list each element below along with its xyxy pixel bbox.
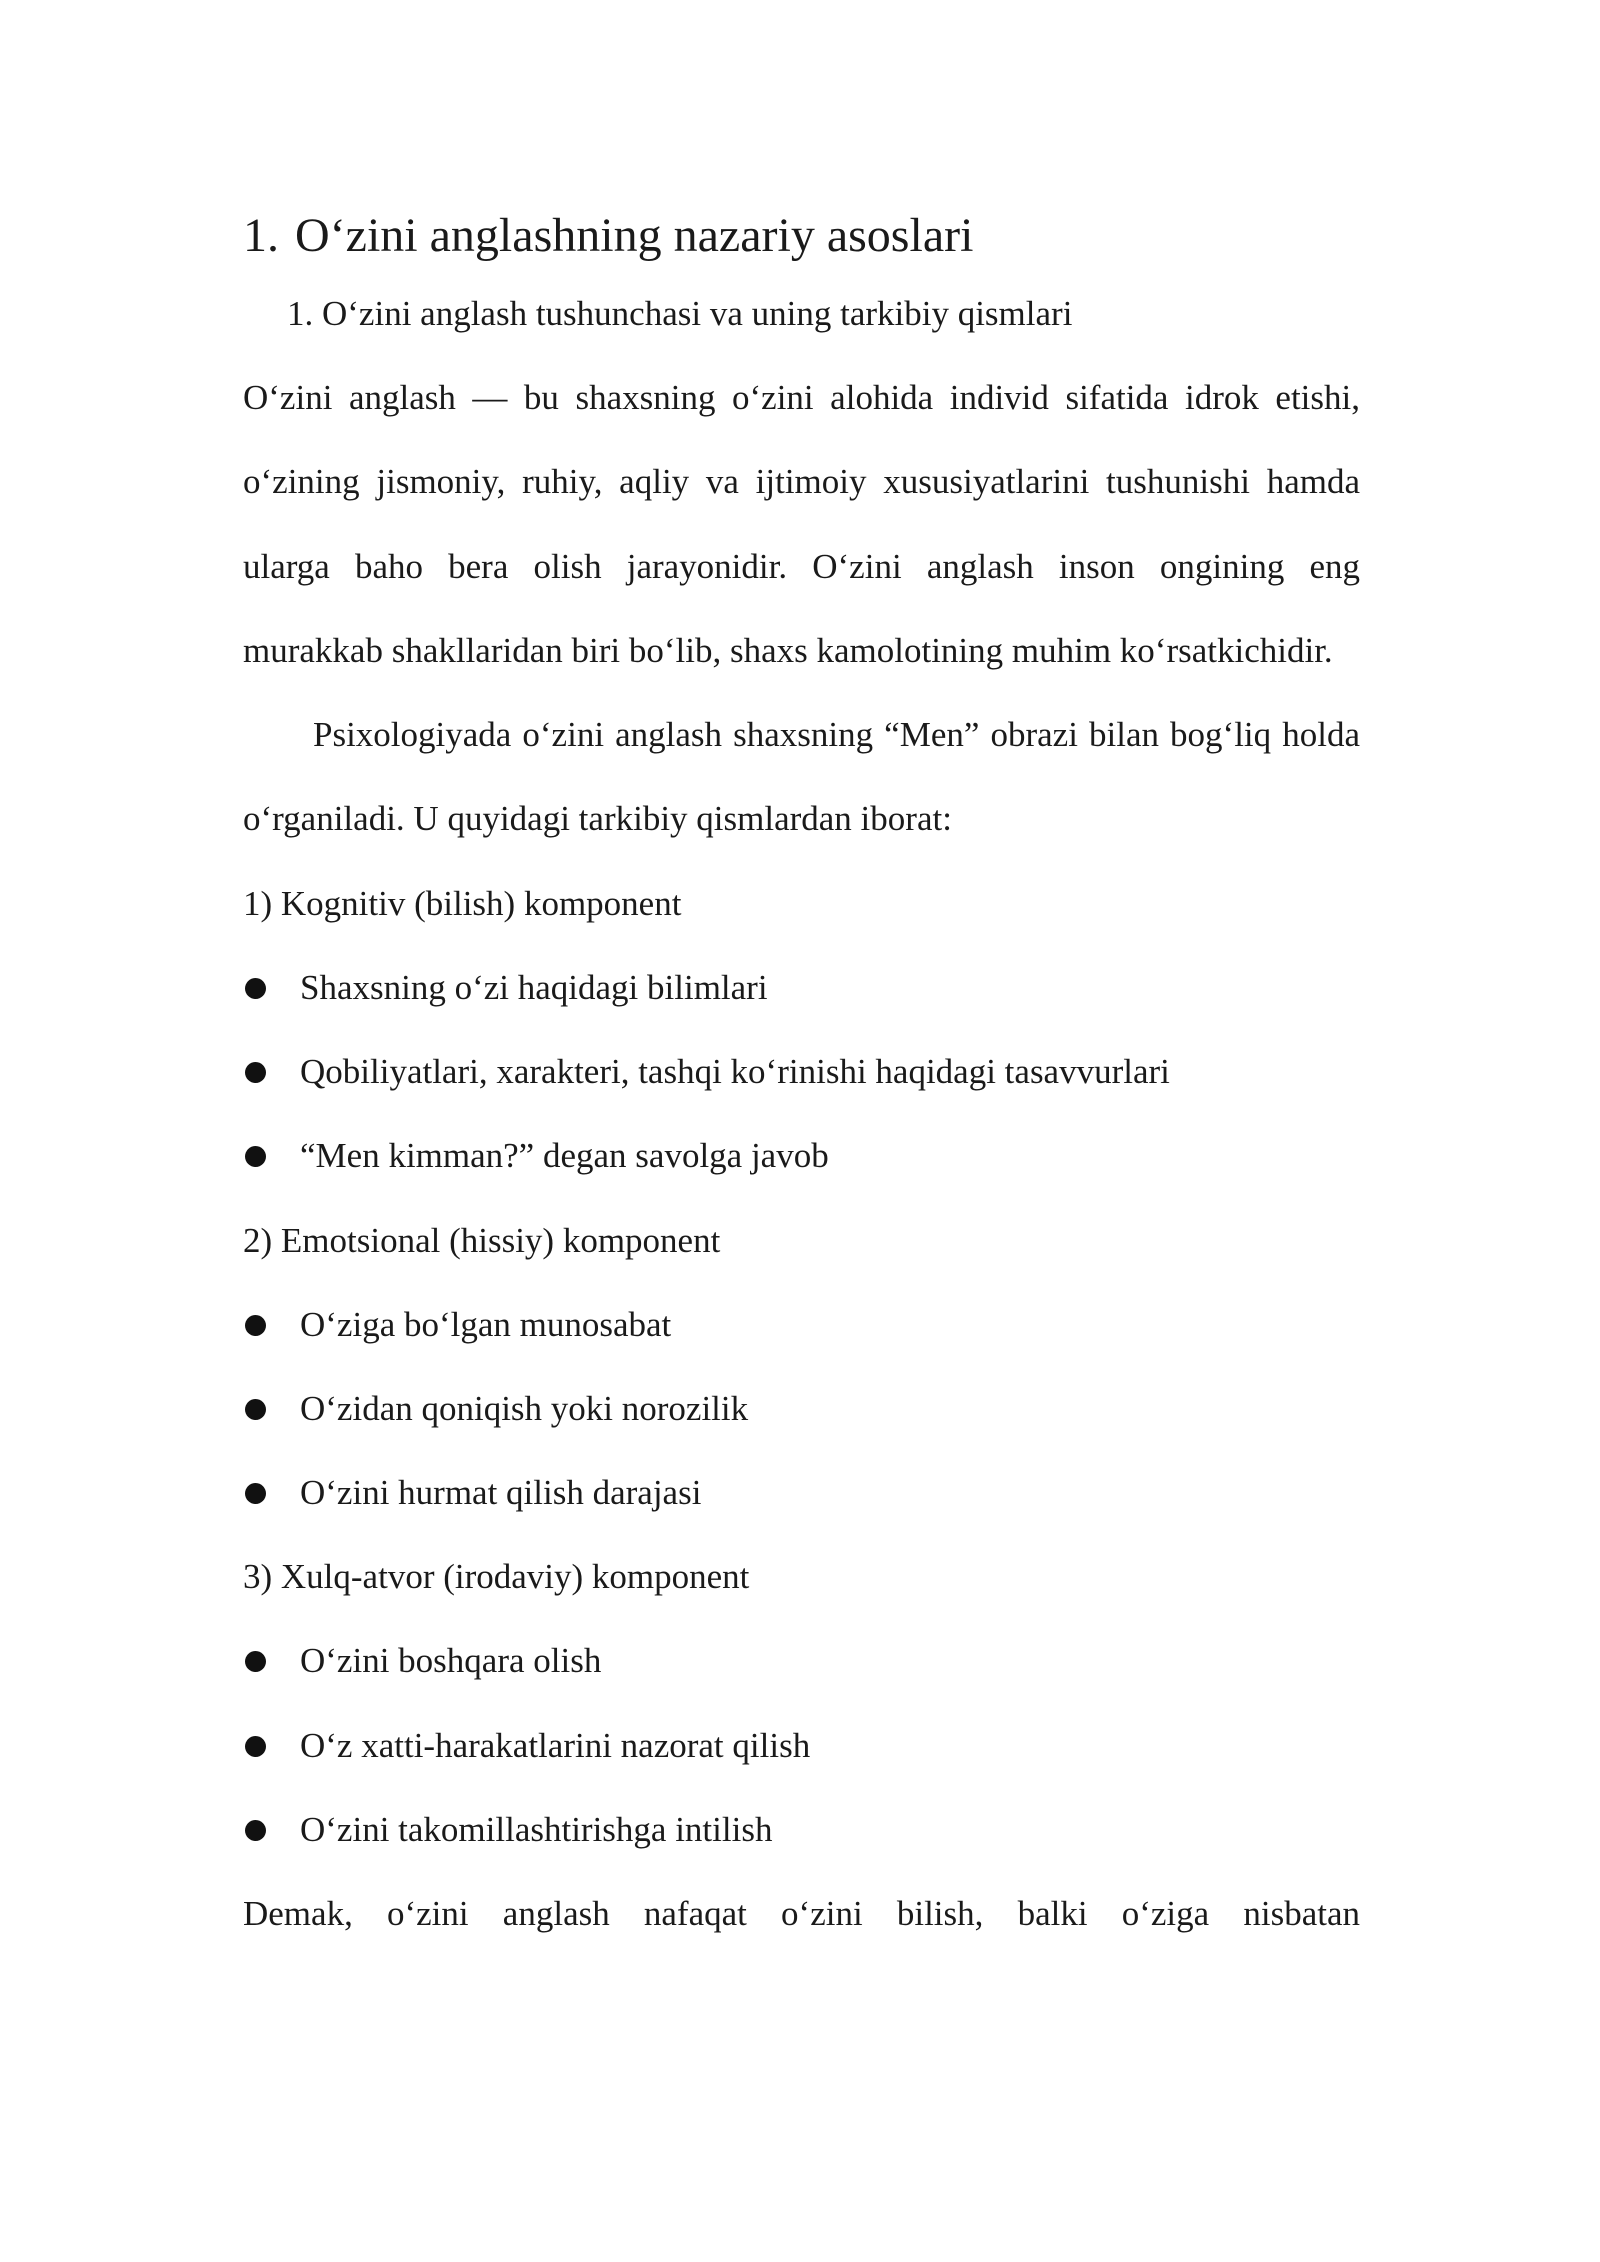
list-item-text: O‘z xatti-harakatlarini nazorat qilish <box>300 1725 811 1765</box>
document-body <box>243 200 1360 1956</box>
list-item <box>243 1788 1360 1872</box>
list-item <box>243 1030 1360 1114</box>
component-title: 1) Kognitiv (bilish) komponent <box>243 883 682 923</box>
list-item-text: Shaxsning o‘zi haqidagi bilimlari <box>300 967 768 1007</box>
section-number: 1. <box>243 209 279 262</box>
list-item-text: Qobiliyatlari, xarakteri, tashqi ko‘rinishi haqidagi tasavvurlari <box>300 1052 1170 1092</box>
components-intro-paragraph: Psixologiyada o‘zini anglash shaxsning “Men” obrazi bilan bog‘liq holda o‘rganiladi. U quyidagi tarkibiy qismlardan iborat: <box>243 715 1360 839</box>
list-item <box>243 1367 1360 1451</box>
component-title: 2) Emotsional (hissiy) komponent <box>243 1220 721 1260</box>
bullet-icon <box>245 1736 266 1757</box>
subsection-heading: 1. O‘zini anglash tushunchasi va uning tarkibiy qismlari <box>287 294 1073 333</box>
list-item <box>243 1619 1360 1703</box>
bullet-icon <box>245 1146 266 1167</box>
list-item <box>243 1283 1360 1367</box>
list-item <box>243 1451 1360 1535</box>
list-item-text: O‘zini boshqara olish <box>300 1641 602 1681</box>
component-title: 3) Xulq-atvor (irodaviy) komponent <box>243 1557 750 1597</box>
bullet-icon <box>245 1399 266 1420</box>
intro-paragraph: O‘zini anglash — bu shaxsning o‘zini alohida individ sifatida idrok etishi, o‘zining jismoniy, ruhiy, aqliy va ijtimoiy xususiyatlarini tushunishi hamda ularga baho bera olish jarayonidir. O‘zini anglash inson ongining eng murakkab shakllaridan biri bo‘lib, shaxs kamolotining muhim ko‘rsatkichidir. <box>243 378 1360 670</box>
list-item-text: O‘zini hurmat qilish darajasi <box>300 1473 702 1513</box>
list-item <box>243 946 1360 1030</box>
bullet-icon <box>245 1820 266 1841</box>
bullet-icon <box>245 1651 266 1672</box>
bullet-icon <box>245 978 266 999</box>
section-heading <box>243 200 1360 272</box>
list-item-text: O‘zini takomillashtirishga intilish <box>300 1809 773 1849</box>
list-item-text: O‘ziga bo‘lgan munosabat <box>300 1304 672 1344</box>
bullet-icon <box>245 1062 266 1083</box>
bullet-icon <box>245 1483 266 1504</box>
list-item <box>243 1114 1360 1198</box>
list-item-text: “Men kimman?” degan savolga javob <box>300 1136 829 1176</box>
list-item <box>243 1704 1360 1788</box>
list-item-text: O‘zidan qoniqish yoki norozilik <box>300 1388 749 1428</box>
section-title: O‘zini anglashning nazariy asoslari <box>295 209 974 262</box>
bullet-icon <box>245 1315 266 1336</box>
conclusion-paragraph: Demak, o‘zini anglash nafaqat o‘zini bilish, balki o‘ziga nisbatan <box>243 1894 1360 1934</box>
